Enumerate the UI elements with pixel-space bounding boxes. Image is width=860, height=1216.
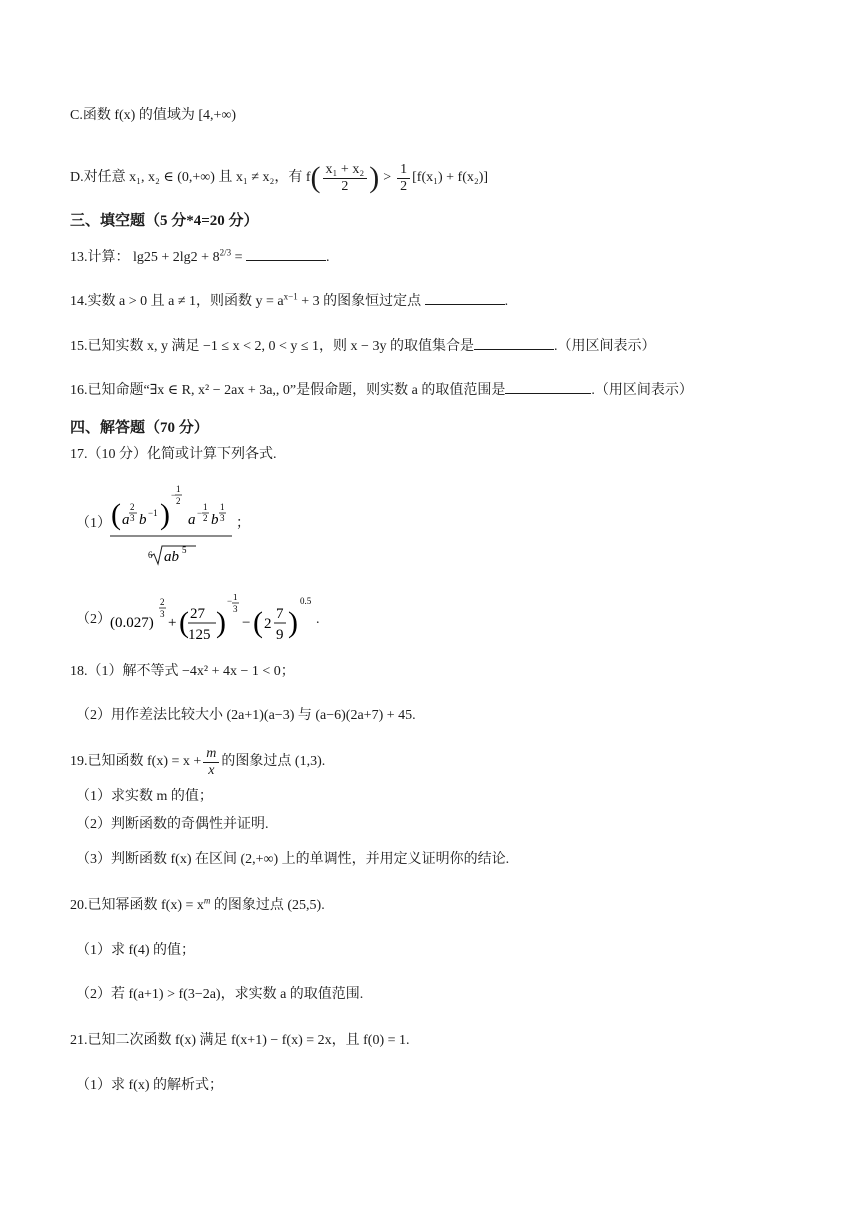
question-19-part-3: （3）判断函数 f(x) 在区间 (2,+∞) 上的单调性，并用定义证明你的结论.	[76, 852, 510, 867]
q14-exponent: x−1	[283, 291, 298, 302]
svg-text:−: −	[227, 596, 233, 606]
svg-text:2: 2	[203, 513, 208, 523]
exp-neg1: −1	[148, 508, 158, 518]
q17-p2-label: （2）	[76, 612, 111, 627]
question-19-part-2: （2）判断函数的奇偶性并证明.	[76, 817, 269, 832]
q13-period: .	[326, 250, 330, 265]
question-17-title: 17.（10 分）化简或计算下列各式.	[70, 447, 277, 462]
option-d-rest: [f(x₁) + f(x₂)]	[412, 170, 489, 185]
question-20-part-1: （1）求 f(4) 的值；	[76, 943, 195, 958]
svg-text:125: 125	[188, 627, 211, 643]
svg-text:a: a	[188, 512, 196, 528]
question-20-stem	[70, 896, 820, 916]
svg-text:(: (	[253, 606, 263, 639]
section-3-heading: 三、填空题（5 分*4=20 分）	[70, 213, 259, 229]
q17-part-2	[76, 594, 820, 644]
q15-end: .（用区间表示）	[553, 339, 656, 354]
option-c	[70, 106, 820, 126]
var-a: a	[122, 512, 130, 528]
q17-p1-label: （1）	[76, 516, 111, 531]
svg-text:+: +	[168, 615, 177, 631]
question-21-part-1: （1）求 f(x) 的解析式；	[76, 1078, 223, 1093]
svg-text:7: 7	[276, 606, 284, 622]
svg-text:2: 2	[176, 496, 181, 506]
exp-3: 3	[130, 513, 135, 523]
q20-exponent: m	[203, 895, 211, 906]
big-right-paren: )	[160, 498, 170, 531]
svg-text:): )	[288, 606, 298, 639]
exp-2: 2	[130, 502, 135, 512]
var-b: b	[139, 512, 147, 528]
svg-text:9: 9	[276, 627, 284, 643]
fraction-denominator: 2	[341, 178, 349, 194]
option-d-prefix: D.对任意 x₁, x₂ ∈ (0,+∞) 且 x₁ ≠ x₂，有 f	[70, 170, 311, 185]
q19-stem-pre: 19.已知函数 f(x) = x +	[70, 754, 202, 769]
svg-text:6: 6	[148, 550, 153, 560]
q13-equals: =	[234, 250, 243, 265]
q17-part-1	[76, 478, 820, 570]
half-denominator: 2	[400, 178, 408, 194]
svg-text:1: 1	[176, 484, 181, 494]
question-18-part-2: （2）用作差法比较大小 (2a+1)(a−3) 与 (a−6)(2a+7) + 45.	[76, 708, 416, 723]
option-c-text: C.函数 f(x) 的值域为 [4,+∞)	[70, 108, 237, 123]
q17-p1-end: ；	[236, 516, 250, 531]
q19-frac-den: x	[208, 762, 215, 778]
q14-text: 14.实数 a > 0 且 a ≠ 1，则函数 y = a	[70, 294, 284, 309]
q14-rest: + 3 的图象恒过定点	[297, 294, 422, 309]
q20-stem-post: 的图象过点 (25,5).	[210, 898, 325, 913]
big-left-paren: (	[111, 498, 121, 531]
question-13	[70, 248, 820, 272]
greater-than: >	[383, 170, 392, 185]
svg-text:b: b	[211, 512, 219, 528]
svg-text:(0.027): (0.027)	[110, 615, 154, 631]
section-4-heading: 四、解答题（70 分）	[70, 420, 209, 436]
half-fraction	[397, 162, 410, 195]
svg-text:3: 3	[220, 513, 225, 523]
question-19-stem	[70, 742, 820, 782]
svg-text:3: 3	[233, 604, 238, 614]
svg-text:): )	[216, 606, 226, 639]
question-15	[70, 337, 820, 357]
q15-text: 15.已知实数 x, y 满足 −1 ≤ x < 2, 0 < y ≤ 1，则 x − 3y 的取值集合是	[70, 339, 474, 354]
question-20-part-2: （2）若 f(a+1) > f(3−2a)，求实数 a 的取值范围.	[76, 987, 364, 1002]
svg-text:−: −	[242, 615, 251, 631]
svg-text:2: 2	[160, 597, 165, 607]
svg-text:3: 3	[160, 609, 165, 619]
q19-frac-num: m	[203, 746, 219, 763]
svg-text:1: 1	[233, 594, 238, 602]
q20-stem: 20.已知幂函数 f(x) = x	[70, 898, 204, 913]
q14-answer-blank[interactable]	[425, 292, 505, 305]
q13-expression: lg25 + 2lg2 + 8	[133, 250, 220, 265]
q16-end: .（用区间表示）	[591, 383, 693, 398]
svg-text:1: 1	[220, 502, 225, 512]
svg-text:1: 1	[203, 502, 208, 512]
question-14	[70, 292, 820, 312]
q16-text: 16.已知命题“∃x ∈ R, x² − 2ax + 3a,, 0”是假命题，则实数 a 的取值范围是	[70, 383, 506, 398]
question-21-stem: 21.已知二次函数 f(x) 满足 f(x+1) − f(x) = 2x，且 f(0) = 1.	[70, 1033, 410, 1048]
q19-stem-post: 的图象过点 (1,3).	[221, 754, 326, 769]
fraction-numerator: x₁ + x₂	[323, 162, 368, 179]
option-d-fraction	[323, 162, 368, 195]
q13-answer-blank[interactable]	[246, 248, 326, 261]
svg-text:−: −	[171, 490, 177, 500]
question-16	[70, 381, 820, 401]
svg-text:−: −	[197, 508, 203, 518]
q17-p2-end: .	[316, 612, 320, 627]
svg-text:0.5: 0.5	[300, 596, 312, 606]
svg-text:27: 27	[190, 606, 205, 622]
q13-exponent: 2/3	[219, 247, 232, 258]
svg-text:2: 2	[264, 616, 272, 632]
left-paren: (	[310, 161, 321, 194]
question-19-part-1: （1）求实数 m 的值；	[76, 789, 213, 804]
question-18-part-1: 18.（1）解不等式 −4x² + 4x − 1 < 0；	[70, 664, 295, 679]
q13-label: 13.计算：	[70, 250, 130, 265]
half-numerator: 1	[397, 162, 410, 179]
q14-period: .	[504, 294, 509, 309]
q17-p2-formula	[110, 594, 340, 644]
svg-text:ab: ab	[164, 549, 179, 565]
svg-text:(: (	[179, 606, 189, 639]
right-paren: )	[369, 161, 380, 194]
q19-fraction	[203, 746, 219, 779]
svg-text:5: 5	[182, 545, 187, 555]
option-d	[70, 158, 820, 198]
q15-answer-blank[interactable]	[474, 337, 554, 350]
q16-answer-blank[interactable]	[505, 381, 591, 394]
